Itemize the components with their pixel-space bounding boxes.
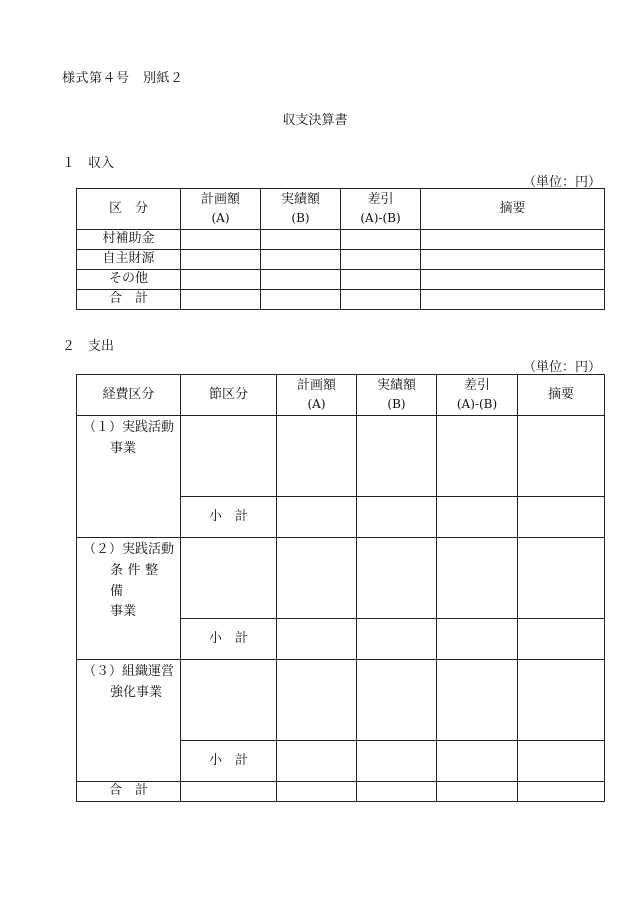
expense-header-plan-label: 計画額: [296, 377, 336, 393]
income-row: [77, 230, 605, 250]
income-header-remarks: 摘要: [421, 189, 605, 230]
expense-cell[interactable]: [518, 619, 605, 660]
income-total-label: 合 計: [77, 290, 181, 310]
income-header-plan-sub: (A): [211, 210, 230, 225]
income-cell[interactable]: [341, 230, 421, 250]
expense-header-diff-label: 差引: [463, 377, 490, 393]
income-header-category: 区 分: [77, 189, 181, 230]
income-total-row: [77, 290, 605, 310]
expense-total-label: 合 計: [77, 782, 181, 802]
expense-category-1: [77, 416, 181, 538]
expense-header-section: 節区分: [181, 375, 277, 416]
expense-cell[interactable]: [181, 538, 277, 619]
expense-header-remarks: 摘要: [518, 375, 605, 416]
expense-header-actual: [357, 375, 437, 416]
income-cell[interactable]: [421, 270, 605, 290]
income-cell[interactable]: [341, 270, 421, 290]
document-title: 収支決算書: [282, 113, 348, 128]
expense-cell[interactable]: [437, 782, 518, 802]
income-cell[interactable]: [341, 250, 421, 270]
expense-cell[interactable]: [357, 741, 437, 782]
income-cell[interactable]: [181, 250, 261, 270]
income-header-row: [77, 189, 605, 230]
expense-category-line: 強化事業: [110, 684, 163, 700]
income-header-actual-label: 実績額: [280, 191, 320, 207]
expense-cell[interactable]: [437, 741, 518, 782]
income-cell[interactable]: [341, 290, 421, 310]
income-header-plan: [181, 189, 261, 230]
expense-subtotal-label: 小 計: [181, 497, 277, 538]
income-cell[interactable]: [261, 230, 341, 250]
income-table: [76, 188, 605, 310]
expense-cell[interactable]: [437, 497, 518, 538]
expense-header-row: [77, 375, 605, 416]
expense-category-line: 事業: [110, 604, 137, 620]
expense-header-diff-sub: (A)-(B): [456, 396, 498, 411]
expense-cell[interactable]: [357, 497, 437, 538]
expense-cell[interactable]: [357, 782, 437, 802]
income-cell[interactable]: [261, 290, 341, 310]
expense-category-2: [77, 538, 181, 660]
expense-cell[interactable]: [437, 416, 518, 497]
expense-cell[interactable]: [181, 660, 277, 741]
expense-header-plan-sub: (A): [307, 396, 326, 411]
income-header-actual-sub: (B): [291, 210, 310, 225]
expense-cell[interactable]: [277, 619, 357, 660]
expense-cell[interactable]: [357, 538, 437, 619]
income-unit-label: （単位：円）: [522, 175, 601, 190]
income-header-actual: [261, 189, 341, 230]
expense-group-row: [77, 416, 605, 497]
income-row: [77, 250, 605, 270]
expense-cell[interactable]: [437, 538, 518, 619]
expense-cell[interactable]: [277, 782, 357, 802]
expense-cell[interactable]: [181, 416, 277, 497]
expense-category-line: （３）組織運営: [83, 664, 175, 679]
expense-cell[interactable]: [357, 660, 437, 741]
expense-category-line: （１）実践活動: [83, 420, 175, 435]
expense-cell[interactable]: [518, 497, 605, 538]
expense-cell[interactable]: [518, 538, 605, 619]
income-cell[interactable]: [261, 270, 341, 290]
expense-cell[interactable]: [357, 416, 437, 497]
expense-group-row: [77, 538, 605, 619]
expense-cell[interactable]: [437, 619, 518, 660]
expense-cell[interactable]: [277, 416, 357, 497]
expense-cell[interactable]: [181, 782, 277, 802]
expense-cell[interactable]: [518, 416, 605, 497]
expense-subtotal-label: 小 計: [181, 619, 277, 660]
expense-section-heading: ２ 支出: [62, 339, 115, 354]
expense-cell[interactable]: [277, 660, 357, 741]
expense-cell[interactable]: [277, 538, 357, 619]
income-row-label: 村補助金: [77, 230, 181, 250]
expense-cell[interactable]: [437, 660, 518, 741]
income-cell[interactable]: [421, 290, 605, 310]
expense-group-row: [77, 660, 605, 741]
income-cell[interactable]: [261, 250, 341, 270]
expense-cell[interactable]: [277, 497, 357, 538]
expense-cell[interactable]: [357, 619, 437, 660]
income-cell[interactable]: [181, 290, 261, 310]
expense-cell[interactable]: [518, 741, 605, 782]
expense-cell[interactable]: [518, 782, 605, 802]
income-row: [77, 270, 605, 290]
expense-category-line: （２）実践活動: [83, 542, 175, 557]
expense-header-diff: [437, 375, 518, 416]
expense-cell[interactable]: [277, 741, 357, 782]
income-row-label: その他: [77, 270, 181, 290]
expense-header-plan: [277, 375, 357, 416]
expense-total-row: [77, 782, 605, 802]
income-header-plan-label: 計画額: [200, 191, 240, 207]
income-cell[interactable]: [181, 230, 261, 250]
income-row-label: 自主財源: [77, 250, 181, 270]
income-cell[interactable]: [181, 270, 261, 290]
income-cell[interactable]: [421, 230, 605, 250]
income-cell[interactable]: [421, 250, 605, 270]
income-header-diff-label: 差引: [367, 191, 394, 207]
income-section-heading: １ 収入: [62, 156, 115, 171]
form-label: 様式第４号 別紙２: [62, 71, 184, 86]
expense-unit-label: （単位：円）: [522, 360, 601, 375]
expense-table: [76, 374, 605, 802]
expense-category-line: 条件整備: [110, 562, 163, 599]
income-header-diff: [341, 189, 421, 230]
expense-header-actual-label: 実績額: [376, 377, 416, 393]
expense-category-3: [77, 660, 181, 782]
income-header-diff-sub: (A)-(B): [360, 210, 401, 225]
expense-category-line: 事業: [110, 440, 137, 456]
expense-header-actual-sub: (B): [387, 396, 406, 411]
expense-subtotal-label: 小 計: [181, 741, 277, 782]
expense-header-category: 経費区分: [77, 375, 181, 416]
expense-cell[interactable]: [518, 660, 605, 741]
